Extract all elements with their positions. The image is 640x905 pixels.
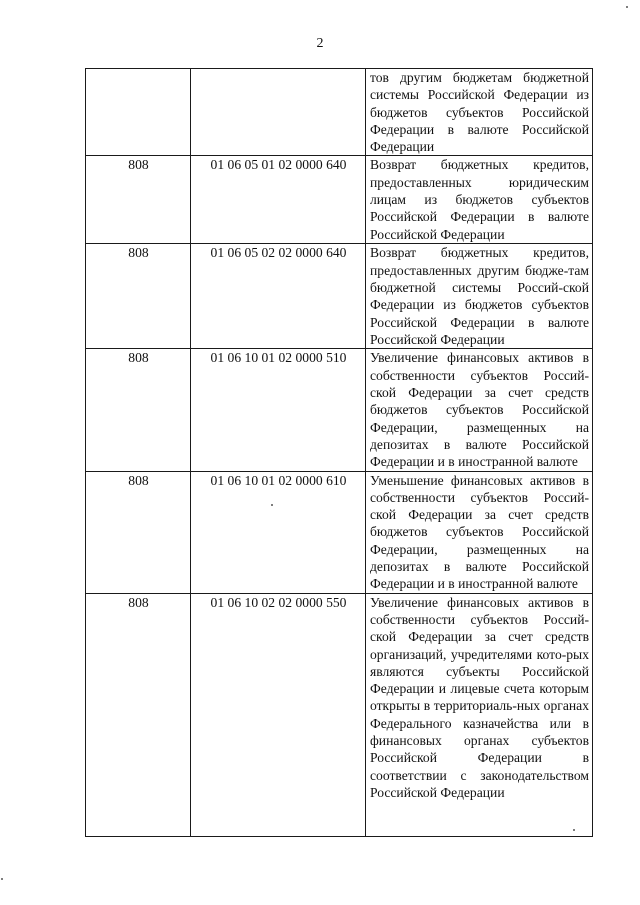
scan-speck — [573, 829, 575, 831]
classification-code-cell — [191, 69, 366, 156]
description-text: Увеличение финансовых активов в собственности субъектов Россий-ской Федерации за счет средств организаций, учредителями кото-рых являются субъекты Российской Федерации и лицевые счета которым открыты в территориаль-ных органах Федерального казначейства или в финансовых органах субъектов Российской Федерации в соответствии с законодательством Российской Федерации — [370, 594, 589, 800]
description-text: Уменьшение финансовых активов в собственности субъектов Россий-ской Федерации за счет средств бюджетов субъектов Российской Федерации, размещенных на депозитах в валюте Российской Федерации и в иностранной валюте — [370, 472, 589, 592]
table-row — [86, 593, 593, 836]
table-row — [86, 471, 593, 593]
description-text: тов другим бюджетам бюджетной системы Российской Федерации из бюджетов субъектов Российской Федерации в валюте Российской Федерации — [370, 70, 589, 155]
description-cell — [366, 471, 593, 593]
classification-code-cell: 01 06 05 01 02 0000 640 — [191, 156, 366, 244]
description-cell — [366, 593, 593, 836]
admin-code-cell: 808 — [86, 593, 191, 836]
admin-code-cell: 808 — [86, 244, 191, 349]
description-text: Возврат бюджетных кредитов, предоставленных другим бюдже-там бюджетной системы Россий-ской Федерации из бюджетов субъектов Российской Федерации в валюте Российской Федерации — [370, 245, 589, 347]
description-cell — [366, 69, 593, 156]
page-number: 2 — [316, 36, 324, 51]
scan-speck — [626, 6, 628, 8]
description-cell — [366, 244, 593, 349]
scan-speck — [1, 878, 3, 880]
description-text: Возврат бюджетных кредитов, предоставленных юридическим лицам из бюджетов субъектов Российской Федерации в валюте Российской Федерации — [370, 157, 589, 242]
table-row — [86, 69, 593, 156]
description-cell — [366, 349, 593, 471]
table-row — [86, 156, 593, 244]
budget-codes-table — [85, 68, 593, 837]
admin-code-cell — [86, 69, 191, 156]
table-row — [86, 244, 593, 349]
admin-code-cell: 808 — [86, 349, 191, 471]
classification-code-cell: 01 06 10 01 02 0000 610 — [191, 471, 366, 593]
table-row — [86, 349, 593, 471]
description-text: Увеличение финансовых активов в собственности субъектов Россий-ской Федерации за счет средств бюджетов субъектов Российской Федерации, размещенных на депозитах в валюте Российской Федерации и в иностранной валюте — [370, 350, 589, 470]
scan-speck — [271, 504, 273, 506]
classification-code-cell: 01 06 10 01 02 0000 510 — [191, 349, 366, 471]
classification-code-cell: 01 06 05 02 02 0000 640 — [191, 244, 366, 349]
classification-code-cell: 01 06 10 02 02 0000 550 — [191, 593, 366, 836]
admin-code-cell: 808 — [86, 156, 191, 244]
description-cell — [366, 156, 593, 244]
admin-code-cell: 808 — [86, 471, 191, 593]
